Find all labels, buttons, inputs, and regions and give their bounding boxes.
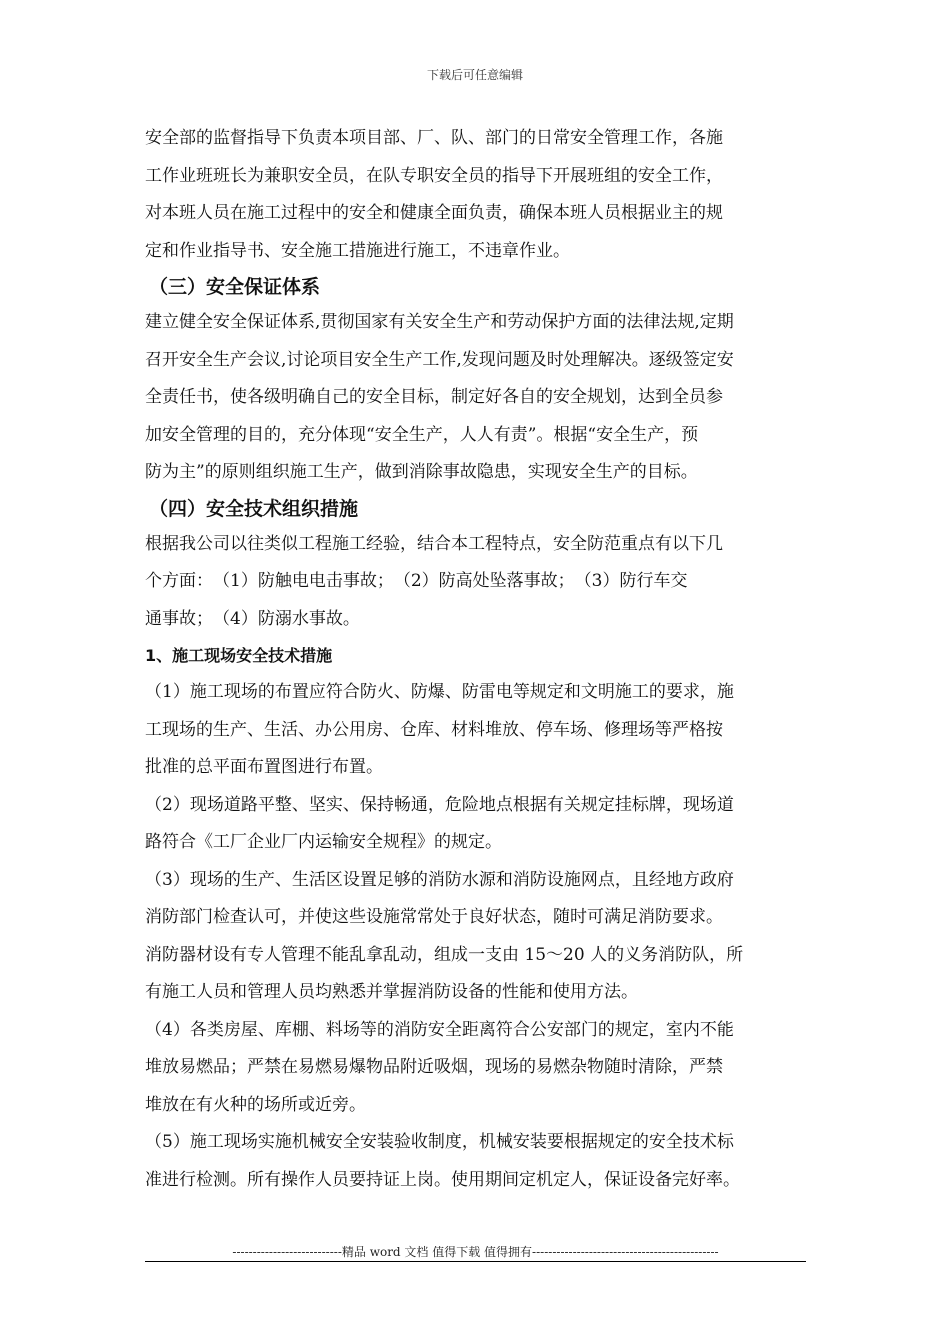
text-line: （3）现场的生产、生活区设置足够的消防水源和消防设施网点，且经地方政府 bbox=[145, 869, 734, 890]
text-line: 批准的总平面布置图进行布置。 bbox=[145, 757, 383, 777]
text-line: 召开安全生产会议,讨论项目安全生产工作,发现问题及时处理解决。逐级签定安 bbox=[145, 349, 734, 370]
text-line: 安全部的监督指导下负责本项目部、厂、队、部门的日常安全管理工作，各施 bbox=[145, 128, 723, 148]
page-header: 下载后可任意编辑 bbox=[426, 68, 523, 82]
intro-paragraph bbox=[145, 120, 810, 270]
text-line: 全责任书，使各级明确自己的安全目标，制定好各自的安全规划，达到全员参 bbox=[145, 387, 723, 407]
text-line: 防为主”的原则组织施工生产，做到消除事故隐患，实现安全生产的目标。 bbox=[145, 462, 698, 482]
item-2-paragraph bbox=[145, 787, 810, 862]
text-line: （5）施工现场实施机械安全安装验收制度，机械安装要根据规定的安全技术标 bbox=[145, 1132, 734, 1152]
text-line: 通事故； （4）防溺水事故。 bbox=[145, 608, 360, 629]
section-4-paragraph bbox=[145, 526, 810, 639]
text-line: 对本班人员在施工过程中的安全和健康全面负责，确保本班人员根据业主的规 bbox=[145, 203, 723, 223]
item-3-paragraph bbox=[145, 862, 810, 1012]
text-line: （2）现场道路平整、坚实、保持畅通，危险地点根据有关规定挂标牌，现场道 bbox=[145, 794, 734, 815]
item-4-paragraph bbox=[145, 1012, 810, 1125]
text-line: （1）施工现场的布置应符合防火、防爆、防雷电等规定和文明施工的要求，施 bbox=[145, 682, 734, 702]
item-5-paragraph bbox=[145, 1124, 810, 1199]
text-line: （4）各类房屋、库棚、料场等的消防安全距离符合公安部门的规定，室内不能 bbox=[145, 1019, 734, 1040]
text-line: 堆放易燃品；严禁在易燃易爆物品附近吸烟，现场的易燃杂物随时清除，严禁 bbox=[145, 1057, 723, 1077]
text-line: 根据我公司以往类似工程施工经验，结合本工程特点，安全防范重点有以下几 bbox=[145, 533, 723, 554]
item-1-paragraph bbox=[145, 674, 810, 787]
text-line: 个方面： （1）防触电电击事故； （2）防高处坠落事故； （3）防行车交 bbox=[145, 571, 688, 591]
text-line: 定和作业指导书、安全施工措施进行施工，不违章作业。 bbox=[145, 240, 570, 261]
section-3-heading: （三）安全保证体系 bbox=[149, 276, 321, 298]
text-line: 消防部门检查认可，并使这些设施常常处于良好状态，随时可满足消防要求。 bbox=[145, 907, 723, 927]
text-line: 消防器材设有专人管理不能乱拿乱动，组成一支由 15～20 人的义务消防队，所 bbox=[145, 944, 744, 965]
page-footer: ---------------------------精品 word 文档 值得下载 值得拥有---------------------------------------------- bbox=[232, 1245, 719, 1259]
footer-rule bbox=[145, 1261, 806, 1262]
text-line: 有施工人员和管理人员均熟悉并掌握消防设备的性能和使用方法。 bbox=[145, 982, 638, 1002]
text-line: 路符合《工厂企业厂内运输安全规程》的规定。 bbox=[145, 832, 502, 852]
document-body bbox=[145, 120, 810, 1199]
text-line: 堆放在有火种的场所或近旁。 bbox=[145, 1094, 366, 1115]
text-line: 加安全管理的目的，充分体现“安全生产，人人有责”。根据“安全生产，预 bbox=[145, 424, 699, 445]
text-line: 建立健全安全保证体系,贯彻国家有关安全生产和劳动保护方面的法律法规,定期 bbox=[145, 312, 734, 332]
text-line: 准进行检测。所有操作人员要持证上岗。使用期间定机定人，保证设备完好率。 bbox=[145, 1169, 740, 1190]
subsection-1-heading: 1、施工现场安全技术措施 bbox=[145, 646, 333, 665]
text-line: 工现场的生产、生活、办公用房、仓库、材料堆放、停车场、修理场等严格按 bbox=[145, 719, 723, 740]
section-4-heading: （四）安全技术组织措施 bbox=[149, 497, 359, 520]
text-line: 工作业班班长为兼职安全员，在队专职安全员的指导下开展班组的安全工作， bbox=[145, 165, 723, 186]
section-3-paragraph bbox=[145, 304, 810, 492]
